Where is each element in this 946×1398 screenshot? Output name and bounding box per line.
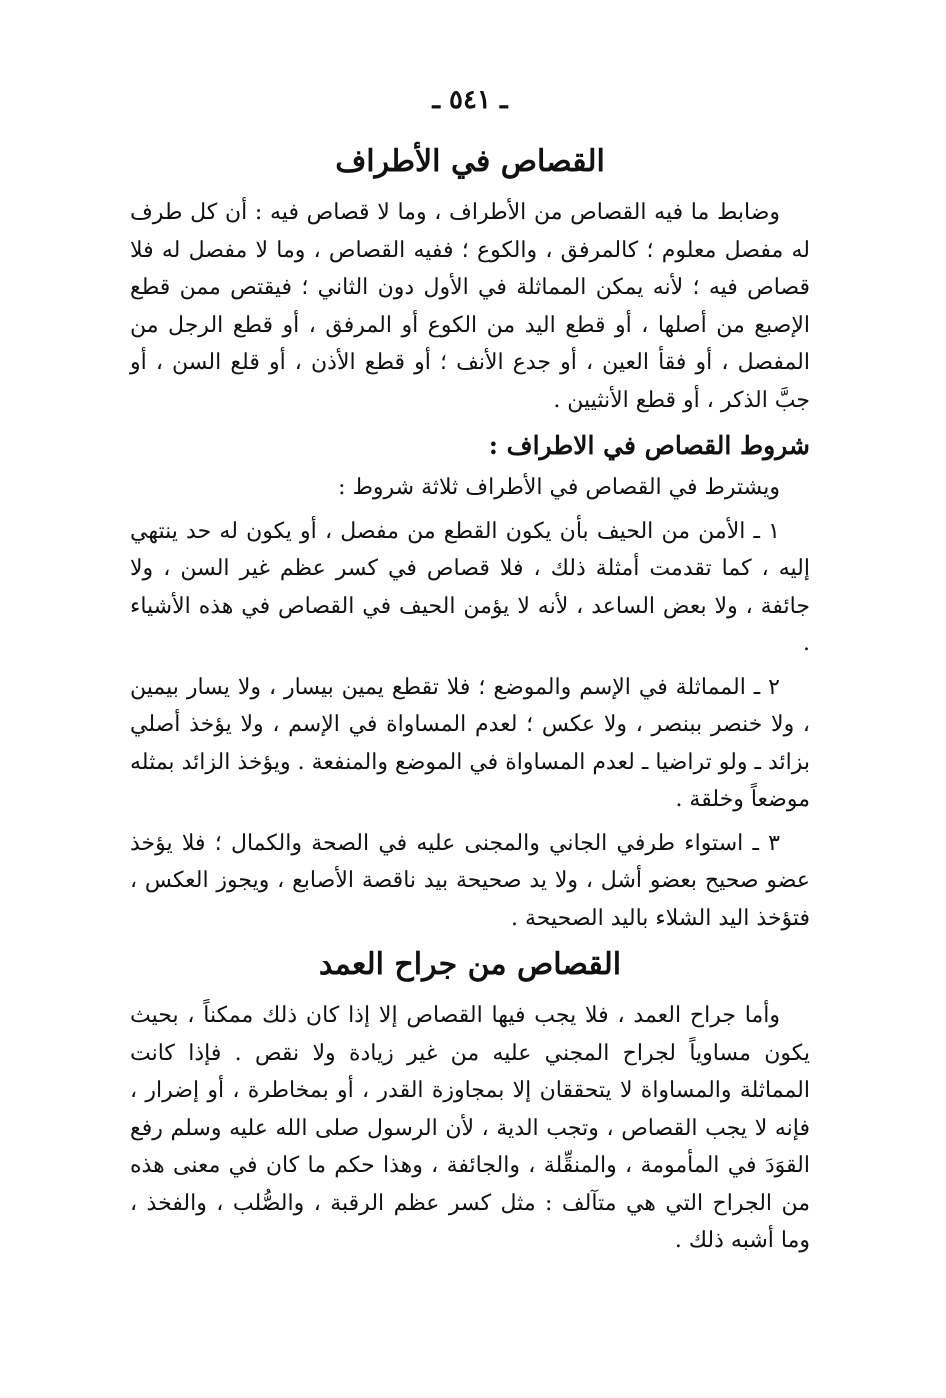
intro-paragraph: وضابط ما فيه القصاص من الأطراف ، وما لا قصاص فيه : أن كل طرف له مفصل معلوم ؛ كالمرفق ، والكوع ؛ ففيه القصاص ، وما لا مفصل له فلا قصاص فيه ؛ لأنه يمكن المماثلة في الأول دون الثاني ؛ فيقتص ممن قطع الإصبع من أصلها ، أو قطع اليد من الكوع أو المرفق ، أو قطع الرجل من المفصل ، أو فقأ العين ، أو جدع الأنف ؛ أو قطع الأذن ، أو قلع السن ، أو جبَّ الذكر ، أو قطع الأنثيين . <box>130 200 810 413</box>
section-title-limbs-retaliation: القصاص في الأطراف <box>335 144 605 179</box>
condition-item-3: ٣ ـ استواء طرفي الجاني والمجنى عليه في الصحة والكمال ؛ فلا يؤخذ عضو صحيح بعضو أشل ، ولا يد صحيحة بيد ناقصة الأصابع ، ويجوز العكس ، فتؤخذ اليد الشلاء باليد الصحيحة . <box>130 830 810 931</box>
section-title-wounds-retaliation: القصاص من جراح العمد <box>318 947 622 982</box>
condition-item-2: ٢ ـ المماثلة في الإسم والموضع ؛ فلا تقطع يمين بيسار ، ولا يسار بيمين ، ولا خنصر ببنصر ، ولا عكس ؛ لعدم المساواة في الإسم ، ولا يؤخذ أصلي بزائد ـ ولو تراضيا ـ لعدم المساواة في الموضع والمنفعة . ويؤخذ الزائد بمثله موضعاً وخلقة . <box>130 674 810 812</box>
conditions-intro: ويشترط في القصاص في الأطراف ثلاثة شروط : <box>338 475 780 500</box>
wounds-paragraph: وأما جراح العمد ، فلا يجب فيها القصاص إلا إذا كان ذلك ممكناً ، بحيث يكون مساوياً لجراح المجني عليه من غير زيادة ولا نقص . فإذا كانت المماثلة والمساواة لا يتحققان إلا بمجاوزة القدر ، أو بمخاطرة ، أو إضرار ، فإنه لا يجب القصاص ، وتجب الدية ، لأن الرسول صلى الله عليه وسلم رفع القوَدَ في المأمومة ، والمنقِّلة ، والجائفة ، وهذا حكم ما كان في معنى هذه من الجراح التي هي متآلف : مثل كسر عظم الرقبة ، والصُّلب ، والفخذ ، وما أشبه ذلك . <box>130 1003 810 1253</box>
condition-item-1: ١ ـ الأمن من الحيف بأن يكون القطع من مفصل ، أو يكون له حد ينتهي إليه ، كما تقدمت أمثلة ذلك ، فلا قصاص في كسر عظم غير السن ، ولا جائفة ، ولا بعض الساعد ، لأنه لا يؤمن الحيف في القصاص في هذه الأشياء . <box>130 518 810 656</box>
book-page <box>130 78 810 1266</box>
page-number: ـ ٥٤١ ـ <box>432 85 508 115</box>
conditions-heading: شروط القصاص في الاطراف : <box>488 431 810 460</box>
